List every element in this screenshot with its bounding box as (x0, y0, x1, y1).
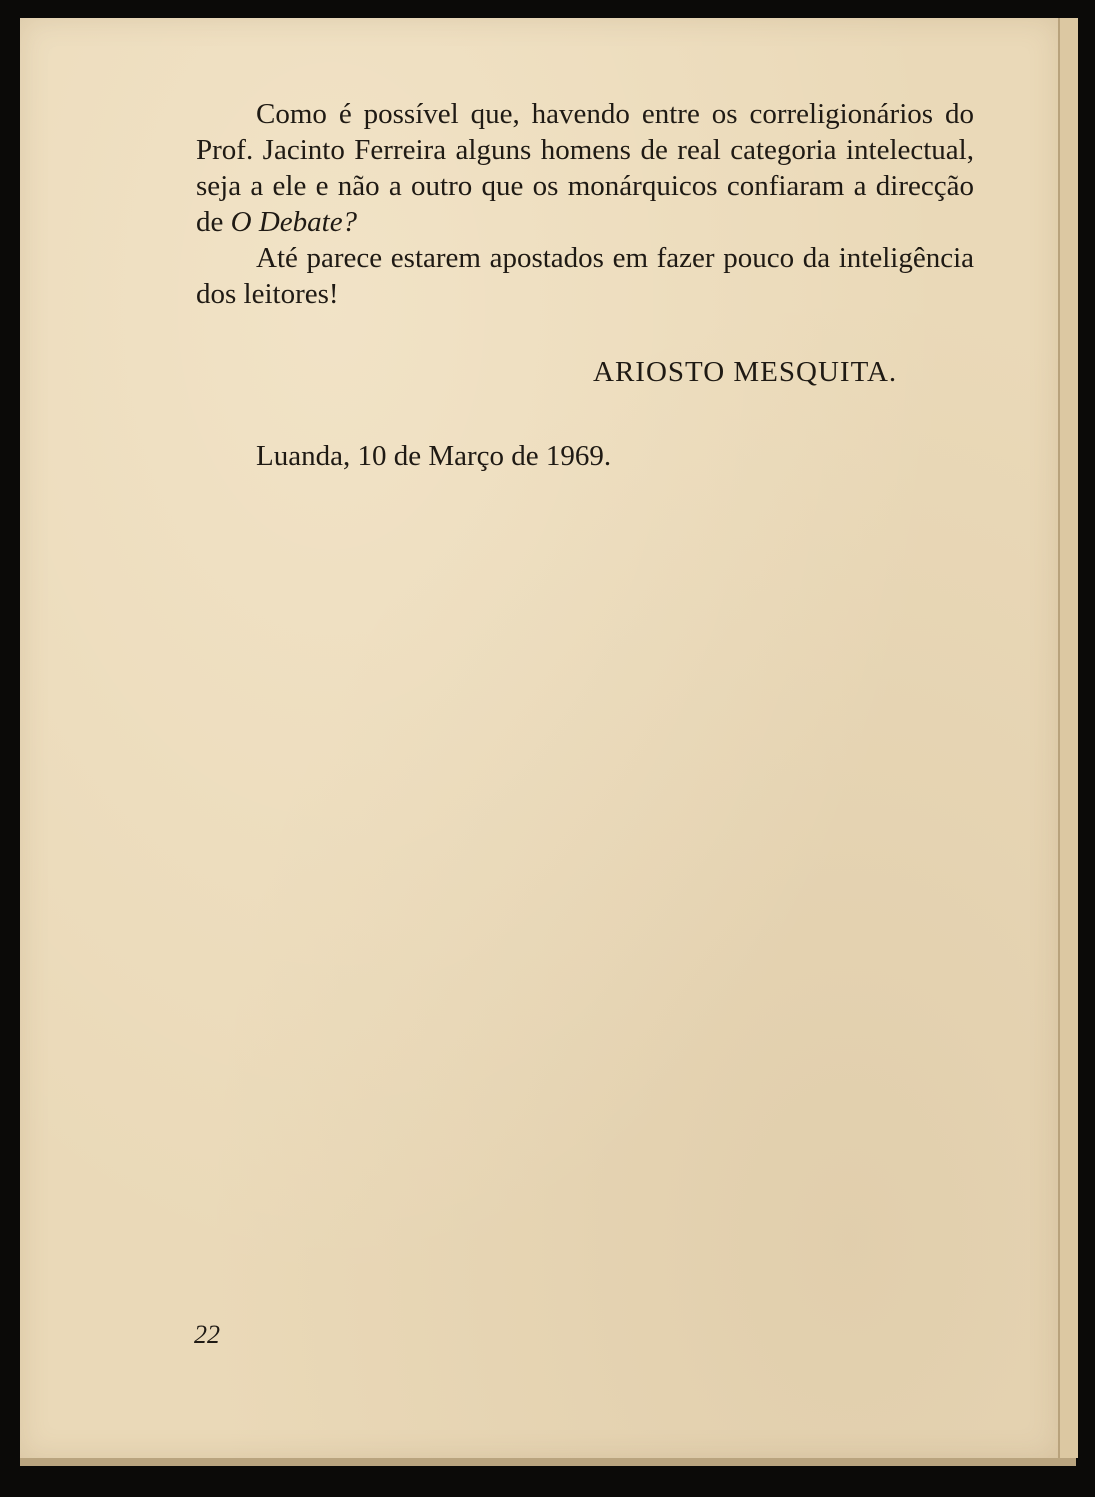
paragraph-question-text: Como é possível que, havendo entre os correligionários do Prof. Jacinto Ferreira alguns homens de real categoria intelectual, seja a ele e não a outro que os monárquicos confiaram a direcção de (196, 98, 974, 238)
page-bottom-edge (20, 1458, 1076, 1466)
body-text (196, 96, 974, 312)
paragraph-question (196, 96, 974, 240)
author-signature: ARIOSTO MESQUITA. (593, 356, 898, 388)
paragraph-conclusion: Até parece estarem apostados em fazer pouco da inteligência dos leitores! (196, 242, 974, 310)
page-number: 22 (194, 1320, 220, 1349)
dateline: Luanda, 10 de Março de 1969. (256, 440, 612, 472)
adjacent-page-edge (1058, 18, 1078, 1458)
newspaper-title: O Debate? (230, 206, 358, 238)
